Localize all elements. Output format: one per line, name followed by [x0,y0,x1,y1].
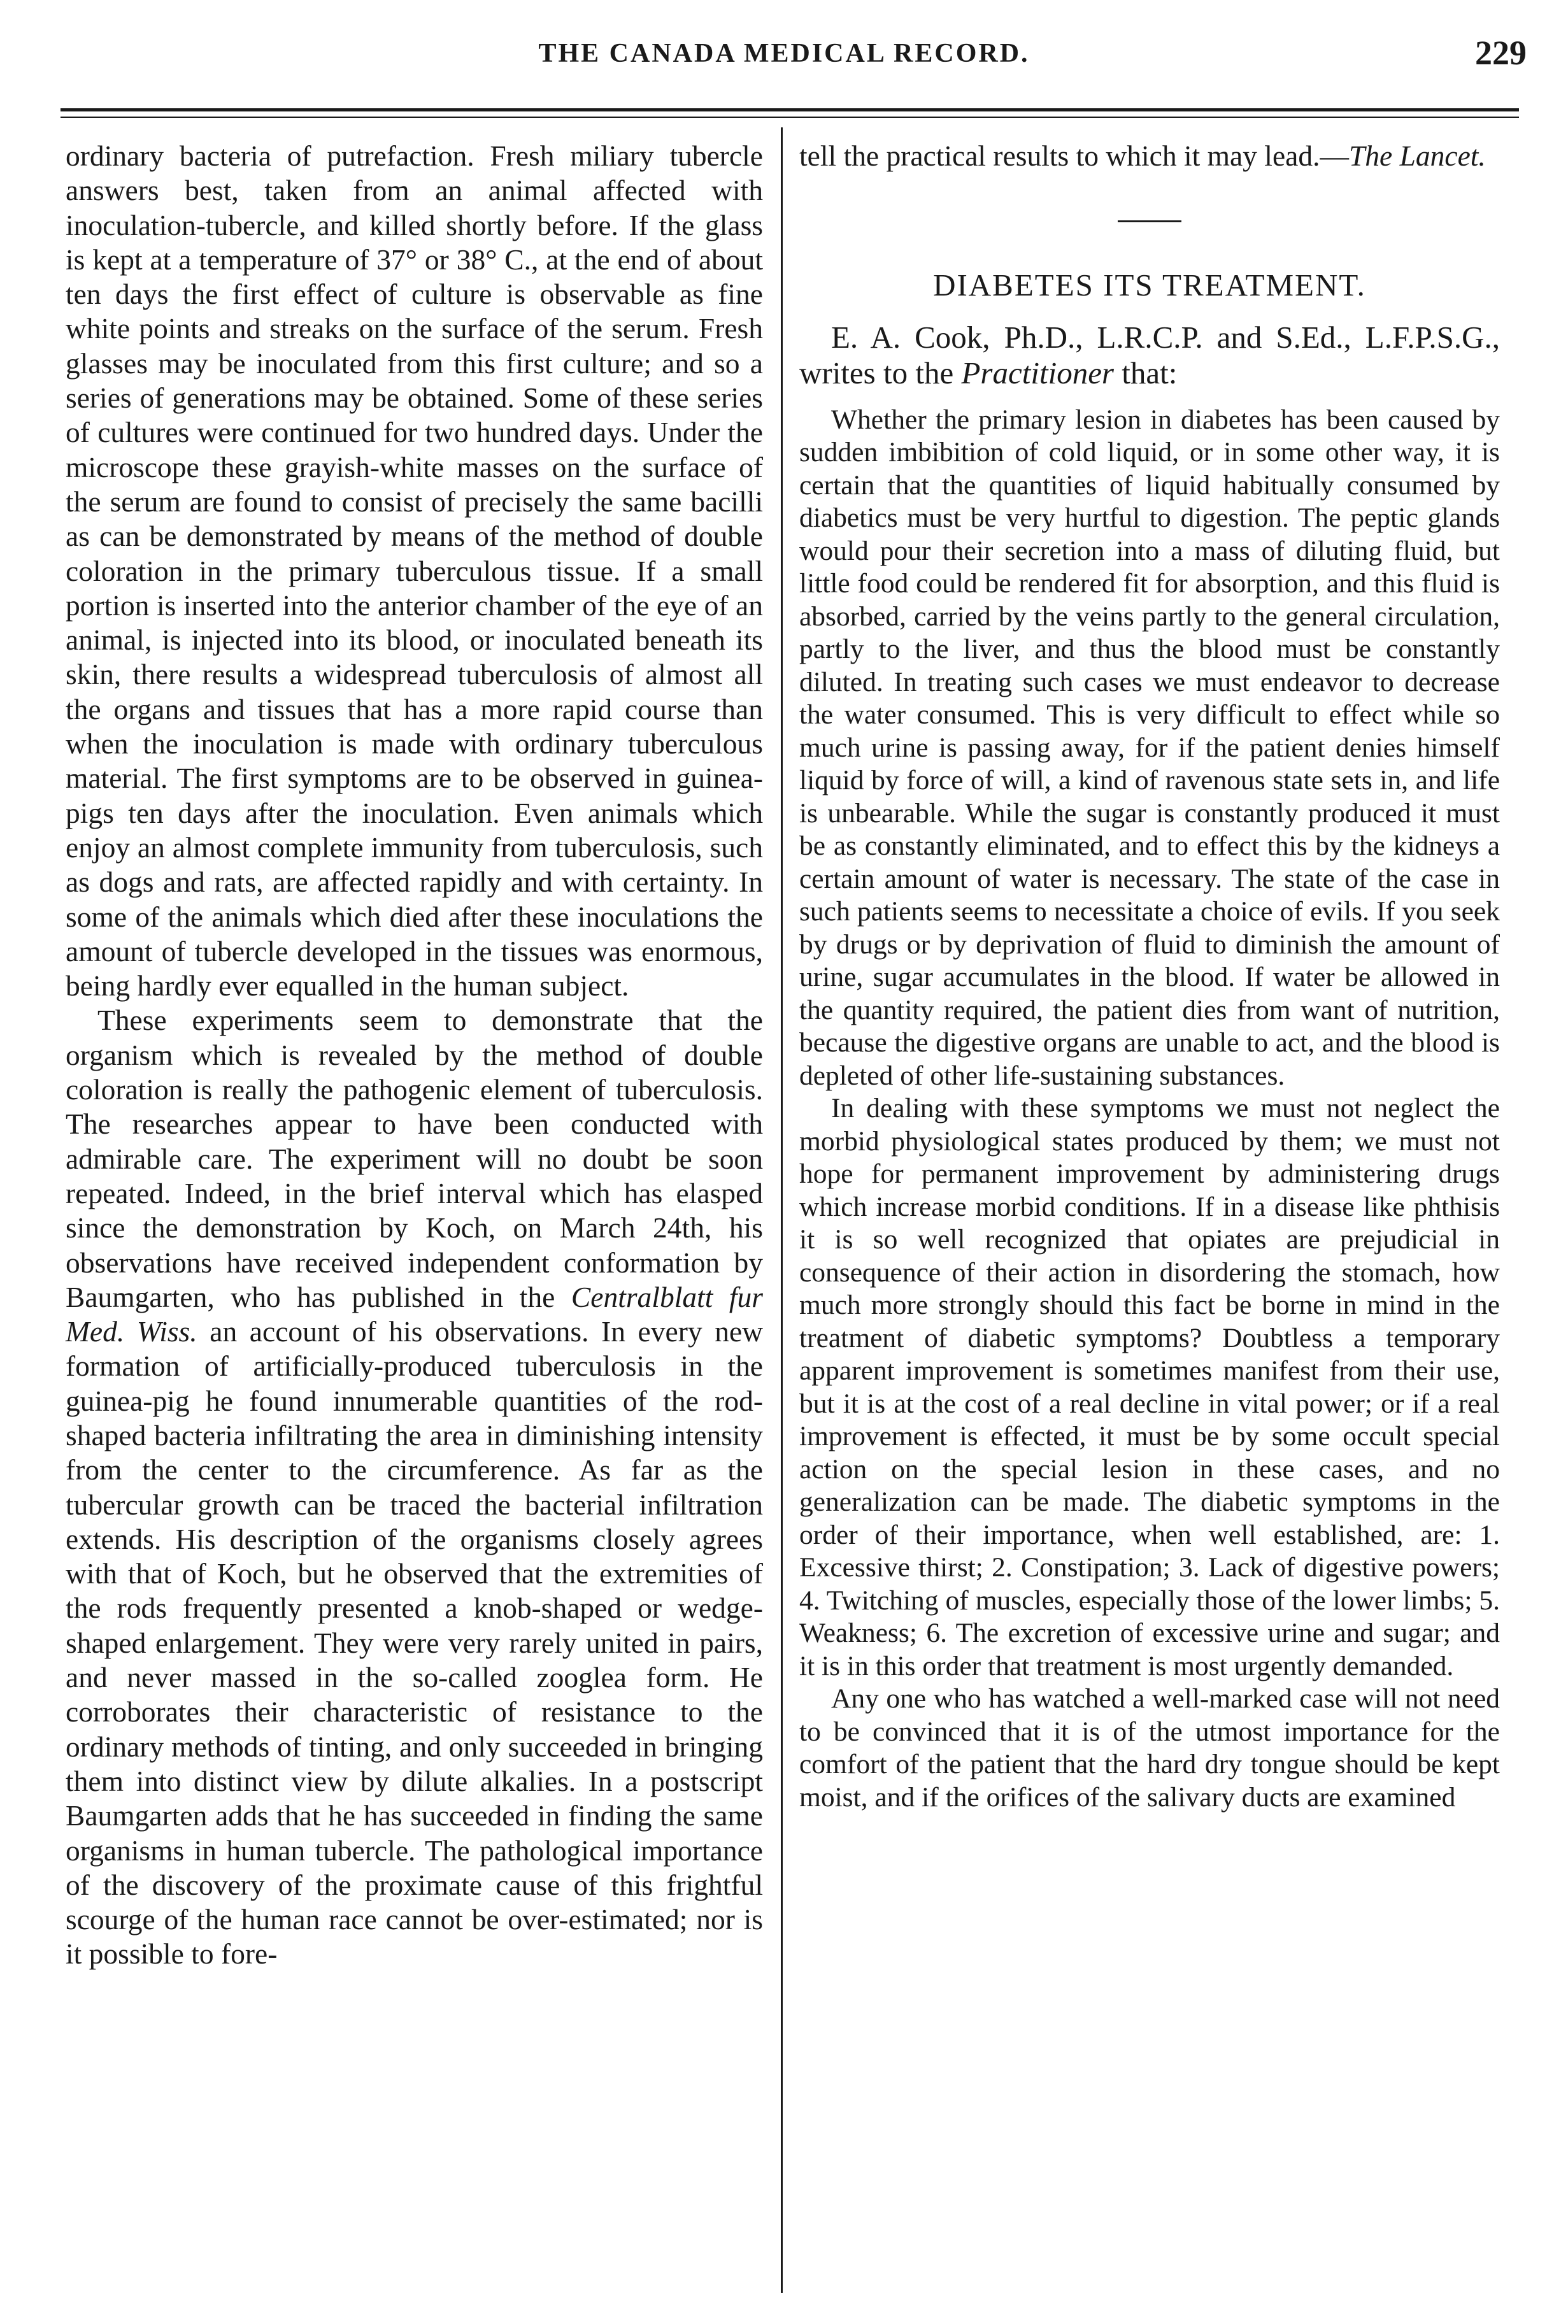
byline-journal: Practitioner [961,355,1115,390]
continuation-paragraph [799,139,1500,173]
article-paragraph: Whether the primary lesion in diabetes has been caused by sudden imbibition of cold liquid, or in some other way, it is certain that the quantities of liquid habitually consumed by diabetics must be very hurtful to digestion. The peptic glands would pour their secretion into a mass of diluting fluid, but little food could be rendered fit for absorption, and this fluid is absorbed, carried by the veins partly to the general circulation, partly to the liver, and thus the blood must be constantly diluted. In treating such cases we must endeavor to decrease the water consumed. This is very difficult to effect while so much urine is passing away, for if the patient denies himself liquid by force of will, a kind of ravenous state sets in, and life is unbearable. While the sugar is constantly produced it must be as constantly eliminated, and to effect this by the kidneys a certain amount of water is necessary. The state of the case in such patients seems to necessitate a choice of evils. If you seek by drugs or by deprivation of fluid to diminish the amount of urine, sugar accumulates in the blood. If water be allowed in the quantity required, the patient dies from want of nutrition, because the digestive organs are unable to act, and the blood is depleted of other life-sustaining substances. [799,404,1500,1091]
header-rule-thin [61,117,1519,118]
byline-text: E. A. Cook, Ph.D., L.R.C.P. and S.Ed., L.F.P.S.G., writes to the [799,319,1500,390]
column-divider [781,127,783,2293]
article-paragraph: Any one who has watched a well-marked case will not need to be convinced that it is of the utmost importance for the comfort of the patient that the hard dry tongue should be kept moist, and if the orifices of the salivary ducts are examined [799,1683,1500,1813]
section-separator [1118,220,1181,222]
paragraph-text: ordinary bacteria of putrefaction. Fresh miliary tubercle answers best, taken from an animal affected with inoculation-tubercle, and killed shortly before. If the glass is kept at a temperature of 37° or 38° C., at the end of about ten days the first effect of culture is observable as fine white points and streaks on the surface of the serum. Fresh glasses may be inoculated from this first culture; and so a series of generations may be obtained. Some of these series of cultures were continued for two hundred days. Under the microscope these grayish-white masses on the surface of the serum are found to consist of precisely the same bacilli as can be demonstrated by means of the method of double coloration in the primary tuberculous tissue. If a small portion is inserted into the anterior chamber of the eye of an animal, is injected into its blood, or inoculated beneath its skin, there results a widespread tuberculosis of almost all the organs and tissues that has a more rapid course than when the inoculation is made with ordinary tuberculous material. The first symptoms are to be observed in guinea-pigs ten days after the inoculation. Even animals which enjoy an almost complete immunity from tuberculosis, such as dogs and rats, are affected rapidly and with certainty. In some of the animals which died after these inoculations the amount of tubercle developed in the tissues was enormous, being hardly ever equalled in the human subject. [66,139,763,1002]
paragraph [66,139,763,1003]
left-column [66,139,763,1972]
paragraph-text: an account of his observations. In every new formation of artificially-produced tuberculosis in the guinea-pig he found innumerable quantities of the rod-shaped bacteria infiltrating the area in diminishing intensity from the center to the circumference. As far as the tubercular growth can be traced the bacterial infiltration extends. His description of the organisms closely agrees with that of Koch, but he observed that the extremities of the rods frequently presented a knob-shaped or wedge-shaped enlargement. They were very rarely united in pairs, and never massed in the so-called zooglea form. He corroborates their characteristic of resistance to the ordinary methods of tinting, and only succeeded in bringing them into distinct view by dilute alkalies. In a postscript Baumgarten adds that he has succeeded in finding the same organisms in human tubercle. The pathological importance of the discovery of the proximate cause of this frightful scourge of the human race cannot be over-estimated; nor is it possible to fore- [66,1315,763,1971]
byline-text-end: that: [1114,355,1178,390]
article-byline [799,320,1500,391]
journal-title: Centralblatt fur Med. Wiss. [66,1280,763,1348]
paragraph [66,1003,763,1971]
header-rule-thick [61,108,1519,111]
page-header [0,34,1568,83]
article-paragraph: In dealing with these symptoms we must not neglect the morbid physiological states produced by them; we must not hope for permanent improvement by administering drugs which increase morbid conditions. If in a disease like phthisis it is so well recognized that opiates are prejudicial in consequence of their action in disordering the stomach, how much more strongly should this fact be borne in mind in the treatment of diabetic symptoms? Doubtless a temporary apparent improvement is sometimes manifest from their use, but it is at the cost of a real decline in vital power; or if a real improvement is effected, it must be by some occult special action on the special lesion in these cases, and no generalization can be made. The diabetic symptoms in the order of their importance, when well established, are: 1. Excessive thirst; 2. Constipation; 3. Lack of digestive powers; 4. Twitching of muscles, especially those of the lower limbs; 5. Weakness; 6. The excretion of excessive urine and sugar; and it is in this order that treatment is most urgently demanded. [799,1093,1500,1681]
paragraph-text: These experiments seem to demonstrate that the organism which is revealed by the method of double coloration is really the pathogenic element of tuberculosis. The researches appear to have been conducted with admirable care. The experiment will no doubt be soon repeated. Indeed, in the brief interval which has elasped since the demonstration by Koch, on March 24th, his observations have received independent conformation by Baumgarten, who has published in the [66,1004,763,1313]
continuation-text: tell the practical results to which it may lead.— [799,139,1349,172]
page-number: 229 [1475,34,1527,72]
right-column [799,139,1500,1814]
running-title: THE CANADA MEDICAL RECORD. [538,39,1030,68]
source-citation: The Lancet. [1348,139,1486,172]
article-title: DIABETES ITS TREATMENT. [933,267,1366,303]
